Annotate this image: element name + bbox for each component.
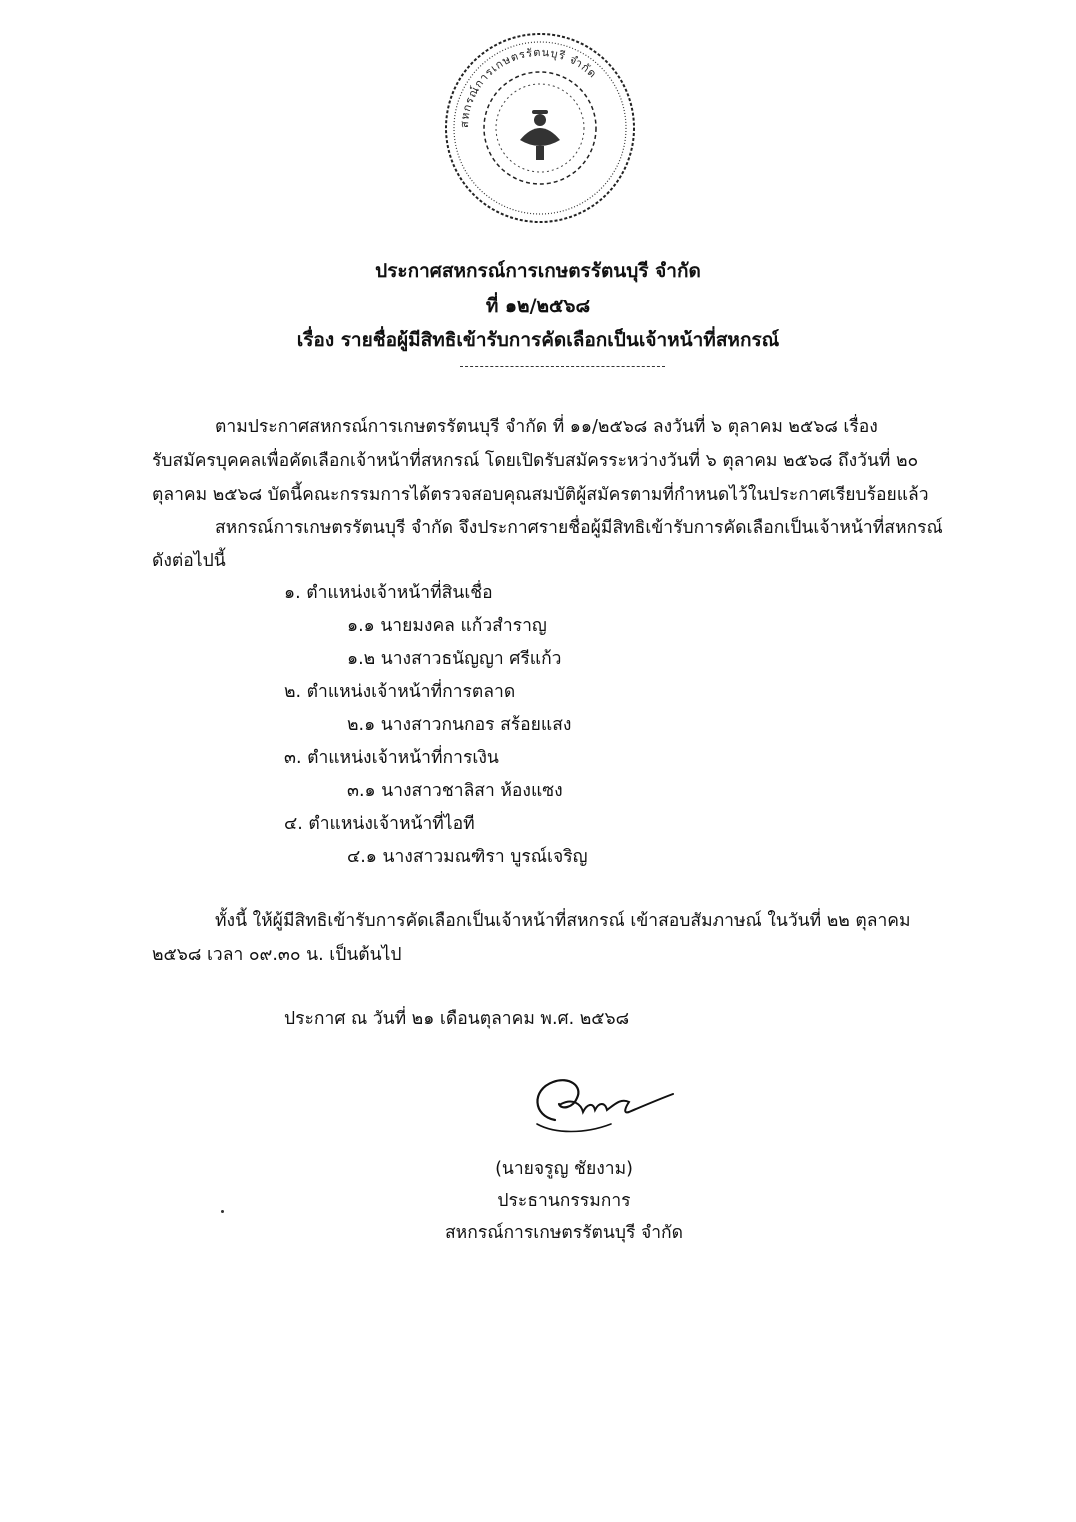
closing-line-1: ทั้งนี้ ให้ผู้มีสิทธิเข้ารับการคัดเลือกเป็นเจ้าหน้าที่สหกรณ์ เข้าสอบสัมภาษณ์ ในวันที่ ๒๒ ตุลาคม <box>215 911 911 931</box>
cooperative-seal <box>440 28 640 228</box>
position-title: ๔. ตำแหน่งเจ้าหน้าที่ไอที <box>284 814 475 834</box>
announcement-date: ประกาศ ณ วันที่ ๒๑ เดือนตุลาคม พ.ศ. ๒๕๖๘ <box>284 1009 630 1029</box>
intro-line-4: สหกรณ์การเกษตรรัตนบุรี จำกัด จึงประกาศรายชื่อผู้มีสิทธิเข้ารับการคัดเลือกเป็นเจ้าหน้าที่สหกรณ์ <box>215 518 943 538</box>
svg-text:สหกรณ์การเกษตรรัตนบุรี จำกัด: สหกรณ์การเกษตรรัตนบุรี จำกัด <box>457 45 600 129</box>
candidate-name: ๓.๑ นางสาวชาลิสา ห้องแซง <box>347 781 563 801</box>
position-title: ๑. ตำแหน่งเจ้าหน้าที่สินเชื่อ <box>284 583 493 603</box>
heading-org: ประกาศสหกรณ์การเกษตรรัตนบุรี จำกัด <box>375 260 701 282</box>
stray-mark <box>221 1210 224 1213</box>
signatory-org: สหกรณ์การเกษตรรัตนบุรี จำกัด <box>445 1223 683 1243</box>
intro-line-3: ตุลาคม ๒๕๖๘ บัดนี้คณะกรรมการได้ตรวจสอบคุณสมบัติผู้สมัครตามที่กำหนดไว้ในประกาศเรียบร้อยแล้ว <box>152 485 929 505</box>
intro-line-5: ดังต่อไปนี้ <box>152 551 226 571</box>
intro-line-1: ตามประกาศสหกรณ์การเกษตรรัตนบุรี จำกัด ที่ ๑๑/๒๕๖๘ ลงวันที่ ๖ ตุลาคม ๒๕๖๘ เรื่อง <box>215 417 878 437</box>
candidate-name: ๔.๑ นางสาวมณฑิรา บูรณ์เจริญ <box>347 847 588 867</box>
handwritten-signature <box>525 1068 685 1148</box>
heading-divider <box>460 366 665 367</box>
position-title: ๓. ตำแหน่งเจ้าหน้าที่การเงิน <box>284 748 499 768</box>
candidate-name: ๑.๒ นางสาวธนัญญา ศรีแก้ว <box>347 649 562 669</box>
position-title: ๒. ตำแหน่งเจ้าหน้าที่การตลาด <box>284 682 516 702</box>
signatory-role: ประธานกรรมการ <box>497 1191 631 1211</box>
intro-line-2: รับสมัครบุคคลเพื่อคัดเลือกเจ้าหน้าที่สหกรณ์ โดยเปิดรับสมัครระหว่างวันที่ ๖ ตุลาคม ๒๕๖๘ ถึงวันที่ ๒๐ <box>152 451 919 471</box>
candidate-name: ๒.๑ นางสาวกนกอร สร้อยแสง <box>347 715 572 735</box>
candidate-name: ๑.๑ นายมงคล แก้วสำราญ <box>347 616 547 636</box>
heading-subject: เรื่อง รายชื่อผู้มีสิทธิเข้ารับการคัดเลือกเป็นเจ้าหน้าที่สหกรณ์ <box>296 329 780 351</box>
heading-number: ที่ ๑๒/๒๕๖๘ <box>485 295 591 317</box>
closing-line-2: ๒๕๖๘ เวลา ๐๙.๓๐ น. เป็นต้นไป <box>152 945 402 965</box>
signatory-name: (นายจรูญ ชัยงาม) <box>495 1159 633 1179</box>
